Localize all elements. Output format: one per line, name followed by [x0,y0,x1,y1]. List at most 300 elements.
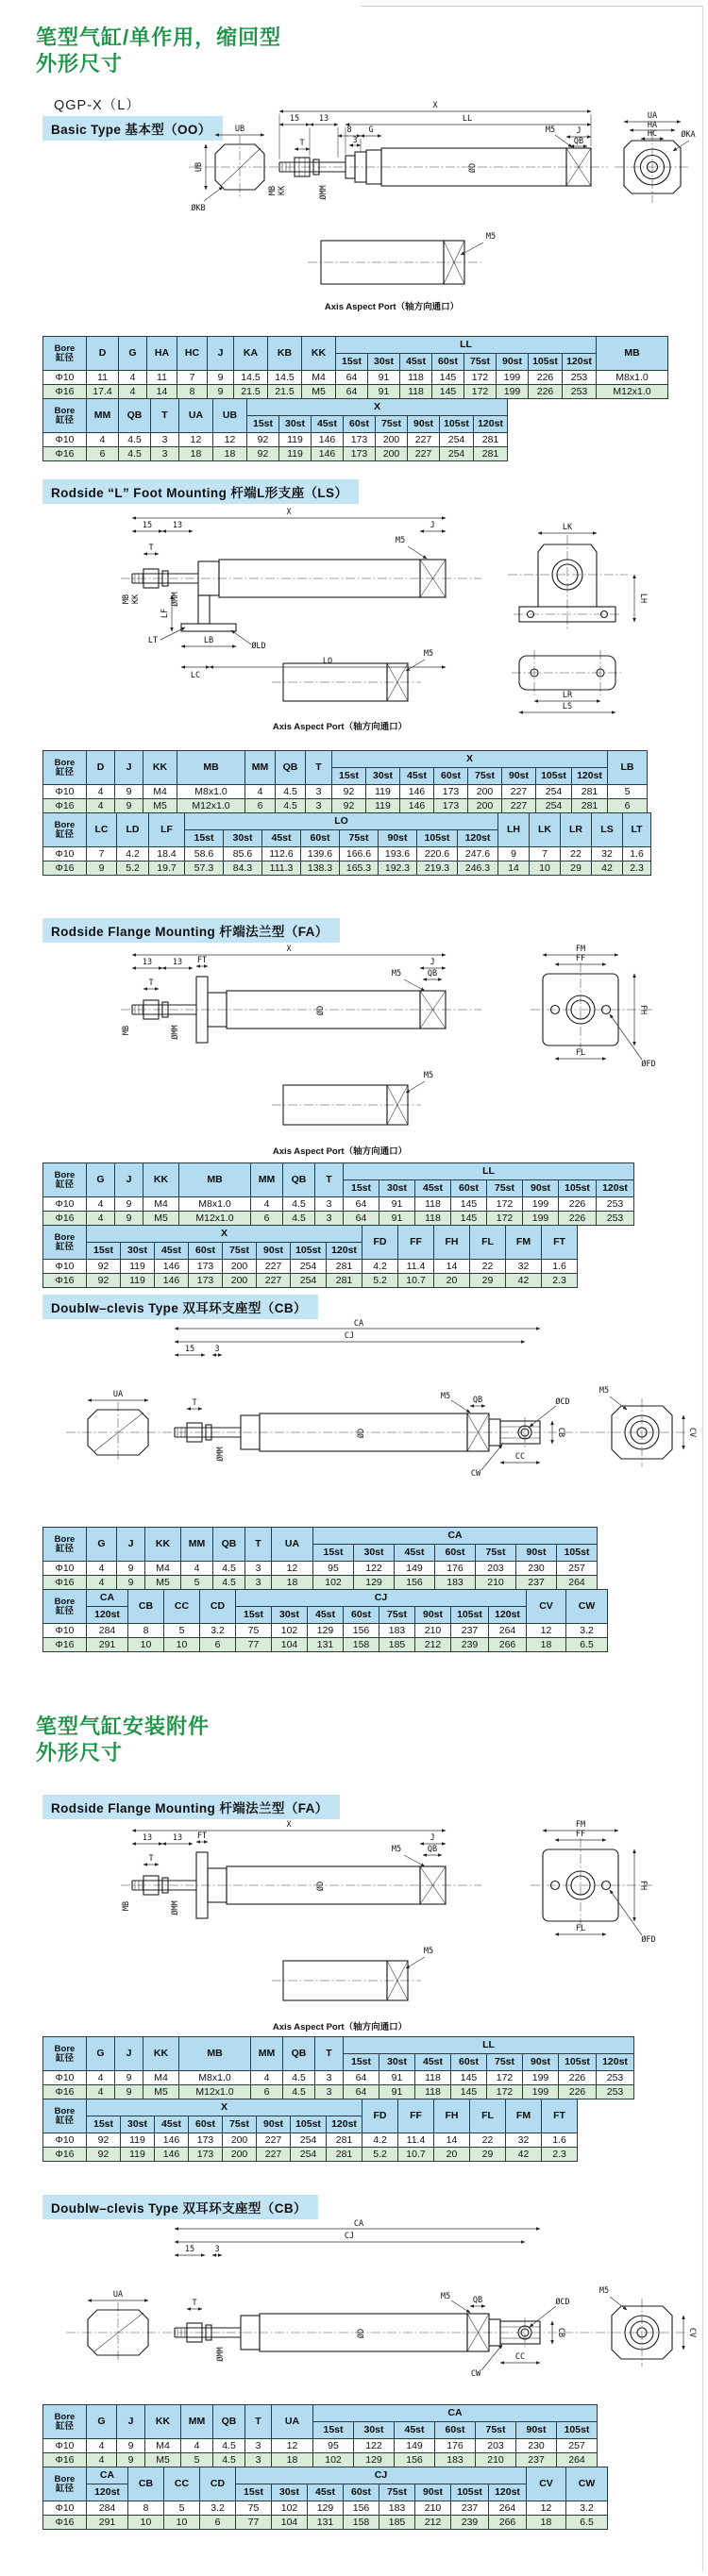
value-cell: 156 [395,1576,435,1590]
dim-label-m5: M5 [545,125,556,135]
col-header: 15st [236,2484,272,2501]
value-cell: 3 [315,2071,344,2085]
dim-label-j: J [430,521,435,530]
bore-cell: Φ16 [43,861,87,876]
cylinder-side-view [132,974,618,1125]
dim-label-8: 8 [346,125,352,135]
value-cell: 14.5 [234,371,268,385]
value-cell: 139.6 [301,847,340,861]
value-cell: 20 [434,2148,470,2162]
value-cell: 226 [559,2071,597,2085]
value-cell: 165.3 [340,861,379,876]
value-cell: 4.5 [213,1576,245,1590]
dim-label-d: ØD [357,2328,366,2339]
table-row [43,1260,578,1274]
value-cell: 10 [164,1638,200,1652]
col-header: Bore 缸径 [43,1226,87,1260]
value-cell: 227 [257,2148,291,2162]
value-cell: M12x1.0 [179,1212,251,1226]
dim-label-fm: FM [575,1820,586,1830]
dim-label-fd: ØFD [641,1935,656,1945]
dim-label-ua: UA [112,1390,124,1399]
value-cell: 92 [87,2133,121,2148]
accessories-title-line1: 笔型气缸安装附件 [36,1715,211,1738]
value-cell: 145 [451,1212,487,1226]
value-cell: 29 [470,1274,506,1288]
value-cell: 64 [344,1197,379,1212]
col-header: 15st [236,1607,272,1624]
col-header: FL [470,2099,506,2133]
value-cell: 226 [529,385,563,399]
col-header: LH [498,813,530,847]
col-header: 75st [379,2484,415,2501]
value-cell: 4.5 [276,799,306,813]
value-cell: 4.5 [213,2453,245,2467]
col-header: Bore 缸径 [43,337,87,371]
col-header: 90st [415,1607,451,1624]
value-cell: 6 [87,447,119,461]
col-header: 90st [257,1243,291,1260]
value-cell: 3.2 [566,2501,608,2516]
value-cell: 77 [236,1638,272,1652]
value-cell: 281 [474,433,508,447]
bore-cell: Φ10 [43,2501,87,2516]
col-header: LL [344,1163,634,1180]
dim-label-ca: CA [353,1319,364,1329]
dimension-table [42,2099,578,2162]
section-heading-double-clevis: Doublw–clevis Type 双耳环支座型（CB） [42,1295,318,1319]
value-cell: 3 [306,785,332,799]
dim-label-m5-port: M5 [423,649,434,659]
dimension-table [42,336,668,399]
value-cell: 118 [400,371,432,385]
col-header: 30st [354,1545,395,1562]
bore-cell: Φ16 [43,2148,87,2162]
col-header: 75st [223,1243,257,1260]
value-cell: 3.2 [200,1624,236,1638]
dim-label-ff: FF [575,1830,586,1839]
value-cell: 172 [464,385,497,399]
col-header: X [332,751,608,768]
col-header: 15st [344,1180,379,1197]
col-header: J [117,2405,145,2439]
table-double-clevis-dims1 [42,1527,608,1590]
dim-label-lt: LT [147,636,159,645]
table-basic-type [42,336,668,461]
dim-label-cc: CC [514,2352,526,2362]
value-cell: M5 [145,2453,181,2467]
value-cell: 12 [272,2439,313,2453]
value-cell: 237 [451,2501,489,2516]
col-header: 15st [313,2422,354,2439]
col-header: 75st [487,1180,523,1197]
value-cell: 21.5 [234,385,268,399]
value-cell: M5 [145,1576,181,1590]
col-header: Bore 缸径 [43,2037,87,2071]
col-header: CA [313,2405,598,2422]
dim-label-x: X [286,508,292,517]
dim-label-d: ØD [357,1428,366,1439]
col-header: 45st [155,1243,189,1260]
bore-cell: Φ10 [43,1260,87,1274]
value-cell: 18 [213,447,247,461]
value-cell: 4.5 [213,1562,245,1576]
value-cell: 145 [451,2071,487,2085]
col-header: 15st [344,2054,379,2071]
col-header: 90st [257,2116,291,2133]
col-header: T [306,751,332,785]
value-cell: 254 [291,1274,327,1288]
value-cell: M4 [145,2439,181,2453]
dim-label-13: 13 [172,1833,183,1843]
table-row [43,1212,634,1226]
value-cell: 237 [451,1624,489,1638]
dim-label-m5-port: M5 [423,1071,434,1080]
value-cell: 10 [128,1638,164,1652]
col-header: UA [272,2405,313,2439]
dimension-table [42,1225,578,1288]
value-cell: 5 [181,2453,213,2467]
value-cell: 254 [440,433,474,447]
value-cell: 18.4 [149,847,185,861]
value-cell: 32 [506,1260,542,1274]
col-header: X [87,1226,362,1243]
value-cell: 119 [366,785,400,799]
value-cell: 199 [523,2085,559,2099]
accessories-title-line2: 外形尺寸 [36,1741,124,1765]
dim-label-t: T [192,1398,197,1408]
value-cell: M4 [143,2071,179,2085]
dim-label-3: 3 [352,136,358,145]
value-cell: M8x1.0 [597,371,668,385]
value-cell: 146 [155,2133,189,2148]
dim-label-t: T [299,139,305,148]
col-header: QB [213,1528,245,1562]
dim-label-kk: KK [131,594,141,605]
value-cell: 4 [87,1197,115,1212]
col-header: QB [276,751,306,785]
dim-label-mm: ØMM [216,1447,226,1462]
value-cell: 183 [435,1576,476,1590]
value-cell: 173 [434,785,468,799]
value-cell: M5 [143,1212,179,1226]
value-cell: 4 [119,385,147,399]
table-basic-type-dims1 [42,336,668,399]
value-cell: 118 [400,385,432,399]
drawing-flange-mounting [38,944,699,1163]
value-cell: 4 [87,2085,115,2099]
value-cell: 9 [115,1212,143,1226]
table-flange-2 [42,2036,634,2162]
col-header: UA [179,399,213,433]
value-cell: 64 [344,2085,379,2099]
col-header: LC [87,813,117,847]
col-header: 30st [368,354,400,371]
value-cell: 119 [366,799,400,813]
col-header: 45st [415,2054,451,2071]
value-cell: 129 [354,1576,395,1590]
cylinder-side-view [132,544,615,701]
value-cell: 146 [312,433,344,447]
col-header: 45st [395,2422,435,2439]
col-header: 45st [308,1607,344,1624]
value-cell: 22 [470,1260,506,1274]
col-header: 75st [476,1545,516,1562]
value-cell: 11 [87,371,119,385]
value-cell: 146 [312,447,344,461]
col-header: D [87,337,119,371]
col-header: J [208,337,234,371]
table-flange-2-dims2 [42,2099,634,2162]
value-cell: 14 [498,861,530,876]
value-cell: 146 [155,1274,189,1288]
value-cell: 4.5 [119,447,151,461]
col-header: CC [164,1590,200,1624]
col-header: LT [623,813,651,847]
dim-label-d: ØD [316,1881,326,1892]
dim-label-mb: MB [268,185,278,196]
dim-label-15: 15 [184,1345,195,1354]
col-header: 45st [155,2116,189,2133]
value-cell: 12 [179,433,213,447]
col-header: MM [251,2037,283,2071]
col-header: CA [313,1528,598,1545]
col-header: 105st [451,2484,489,2501]
col-header: LL [344,2037,634,2054]
axis-aspect-port-caption: Axis Aspect Port（轴方向通口） [272,1146,408,1157]
value-cell: 91 [368,371,400,385]
value-cell: 281 [572,785,608,799]
value-cell: M8x1.0 [179,1197,251,1212]
col-header: 30st [366,768,400,785]
col-header: CW [566,2467,608,2501]
dim-label-13: 13 [172,958,183,967]
table-row [43,2148,578,2162]
dim-label-x: X [432,101,438,110]
value-cell: 92 [247,433,279,447]
value-cell: 32 [592,847,623,861]
value-cell: 253 [597,1212,634,1226]
dim-label-qb: QB [472,2296,483,2305]
col-header: 60st [432,354,464,371]
value-cell: 4.5 [276,785,306,799]
value-cell: 203 [476,1562,516,1576]
col-header: T [315,2037,344,2071]
col-header: 105st [557,2422,598,2439]
value-cell: 18 [272,1576,313,1590]
dim-label-m5: M5 [440,2292,451,2301]
dim-label-lr: LR [562,691,573,700]
dim-label-qb: QB [573,137,584,146]
dim-label-m5-end: M5 [598,1386,610,1396]
col-header: 15st [247,416,279,433]
value-cell: 173 [189,2148,223,2162]
dim-label-cv: CV [687,1427,697,1438]
value-cell: M12x1.0 [597,385,668,399]
value-cell: 172 [487,2071,523,2085]
value-cell: 173 [344,447,376,461]
bore-cell: Φ10 [43,2133,87,2148]
dim-label-ua: UA [112,2290,124,2300]
value-cell: 203 [476,2439,516,2453]
value-cell: 1.6 [542,1260,578,1274]
col-header: Bore 缸径 [43,1163,87,1197]
dim-label-cj: CJ [344,1331,355,1341]
value-cell: 9 [208,371,234,385]
value-cell: 254 [440,447,474,461]
value-cell: 199 [523,1212,559,1226]
value-cell: 172 [487,2085,523,2099]
value-cell: 264 [489,1624,527,1638]
col-header: 120st [327,1243,362,1260]
col-header: 30st [279,416,312,433]
table-row [43,1562,598,1576]
value-cell: 281 [327,2148,362,2162]
value-cell: 84.3 [224,861,262,876]
value-cell: 200 [468,785,502,799]
value-cell: 9 [117,2439,145,2453]
col-header: FT [542,2099,578,2133]
value-cell: 11 [147,371,177,385]
col-header: FD [362,1226,398,1260]
col-header: KK [143,1163,179,1197]
value-cell: 4.5 [213,2439,245,2453]
value-cell: 11.4 [398,1260,434,1274]
value-cell: 3 [315,2085,344,2099]
value-cell: 122 [354,2439,395,2453]
value-cell: 75 [236,2501,272,2516]
col-header: 120st [489,1607,527,1624]
value-cell: 6 [245,799,276,813]
dim-label-fd: ØFD [641,1060,656,1069]
value-cell: 14 [434,1260,470,1274]
value-cell: 9 [117,1576,145,1590]
dim-label-m5: M5 [395,536,406,545]
value-cell: 64 [344,1212,379,1226]
col-header: 105st [559,1180,597,1197]
bore-cell: Φ10 [43,1197,87,1212]
value-cell: 6.5 [566,1638,608,1652]
dim-label-ll: LL [462,114,473,124]
col-header: MB [177,751,245,785]
drawing-l-foot-mounting [38,505,699,741]
bore-cell: Φ16 [43,2085,87,2099]
value-cell: 9 [117,1562,145,1576]
bore-cell: Φ16 [43,799,87,813]
value-cell: 4.5 [119,433,151,447]
value-cell: 266 [489,2516,527,2530]
table-row [43,2133,578,2148]
value-cell: 1.6 [542,2133,578,2148]
value-cell: 4 [87,785,115,799]
bore-cell: Φ10 [43,1562,87,1576]
dimension-table [42,398,508,461]
col-header: FH [434,1226,470,1260]
dim-label-mb: MB [122,1025,131,1036]
dim-label-ua: UA [647,111,658,121]
value-cell: 77 [236,2516,272,2530]
value-cell: 20 [434,1274,470,1288]
value-cell: M4 [145,1562,181,1576]
col-header: 120st [489,2484,527,2501]
dimension-table [42,2467,608,2530]
section-heading-flange-mounting: Rodside Flange Mounting 杆端法兰型（FA） [42,918,340,943]
bore-cell: Φ10 [43,433,87,447]
page-title [36,25,281,77]
col-header: 105st [529,354,563,371]
value-cell: 146 [155,1260,189,1274]
col-header: 120st [572,768,608,785]
table-row [43,785,648,799]
value-cell: 91 [379,1212,415,1226]
value-cell: 119 [279,433,312,447]
col-header: MM [181,2405,213,2439]
value-cell: 253 [563,385,597,399]
value-cell: 254 [291,1260,327,1274]
col-header: 60st [189,1243,223,1260]
dim-label-cj: CJ [344,2232,355,2241]
col-header: FF [398,2099,434,2133]
value-cell: 200 [376,447,408,461]
value-cell: 210 [415,2501,451,2516]
col-header: T [315,1163,344,1197]
col-header: FM [506,2099,542,2133]
col-header: 60st [344,1607,379,1624]
col-header: 75st [223,2116,257,2133]
value-cell: 14.5 [268,371,302,385]
value-cell: 85.6 [224,847,262,861]
value-cell: 200 [468,799,502,813]
col-header: KK [302,337,336,371]
value-cell: 104 [272,2516,308,2530]
drawing-basic-type [38,99,699,326]
value-cell: 230 [516,1562,557,1576]
value-cell: 4.5 [283,2071,315,2085]
dim-label-m5-port: M5 [423,1947,434,1956]
col-header: 15st [87,2116,121,2133]
value-cell: 22 [470,2133,506,2148]
col-header: MM [251,1163,283,1197]
col-header: 15st [87,1243,121,1260]
col-header: 30st [379,1180,415,1197]
dim-label-t: T [192,2299,197,2308]
col-header: CV [527,1590,566,1624]
value-cell: 22 [561,847,592,861]
value-cell: 246.3 [458,861,498,876]
value-cell: 3 [245,2439,272,2453]
value-cell: 11.4 [398,2133,434,2148]
col-header: J [115,2037,143,2071]
table-row [43,2071,634,2085]
dim-label-15: 13 [142,1833,153,1843]
value-cell: 5 [164,1624,200,1638]
dim-label-ha: HA [647,121,658,130]
value-cell: 8 [177,385,208,399]
value-cell: 199 [523,1197,559,1212]
value-cell: 3.2 [200,2501,236,2516]
value-cell: 9 [117,2453,145,2467]
table-row [43,1576,598,1590]
value-cell: 104 [272,1638,308,1652]
col-header: 45st [262,830,301,847]
table-basic-type-dims2 [42,398,668,461]
value-cell: M12x1.0 [179,2085,251,2099]
col-header: 60st [301,830,340,847]
col-header: G [87,2405,117,2439]
value-cell: 91 [379,2085,415,2099]
col-header: 105st [440,416,474,433]
dim-label-lc: LC [190,671,201,680]
